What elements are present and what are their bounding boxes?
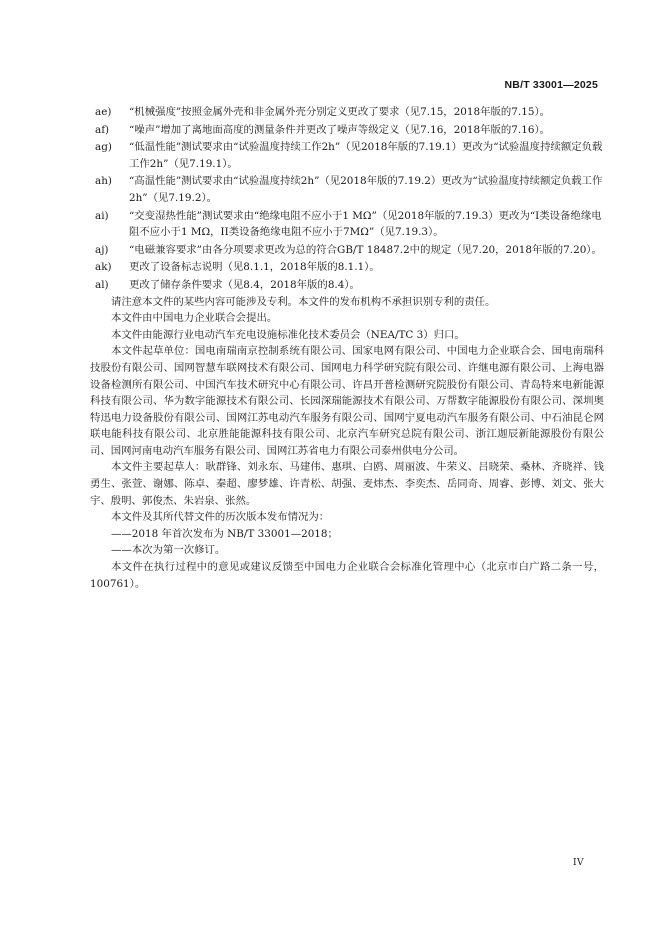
feedback-statement: 本文件在执行过程中的意见或建议反馈至中国电力企业联合会标准化管理中心（北京市白广路二条一号，100761）。 bbox=[90, 561, 604, 590]
item-label: ag) bbox=[95, 141, 112, 154]
standard-code: NB/T 33001—2025 bbox=[504, 79, 598, 91]
item-label: aj) bbox=[95, 243, 109, 256]
item-text: “机械强度”按照金属外壳和非金属外壳分别定义更改了要求（见7.15，2018年版的7.15）。 bbox=[129, 106, 551, 118]
item-label: af) bbox=[95, 123, 110, 136]
item-text: “交变湿热性能”测试要求由“绝缘电阻不应小于1 MΩ”（见2018年版的7.19.3）更改为“I类设备绝缘电阻不应小于1 MΩ，II类设备绝缘电阻不应小于7MΩ”（见7.19.3）。 bbox=[129, 209, 602, 239]
change-item-ae bbox=[90, 104, 604, 121]
item-label: ai) bbox=[95, 209, 109, 222]
item-text: “低温性能”测试要求由“试验温度持续工作2h”（见2018年版的7.19.1）更改为“试验温度持续额定负载工作2h”（见7.19.1）。 bbox=[129, 141, 603, 170]
item-label: ae) bbox=[95, 106, 112, 118]
change-item-ah bbox=[90, 173, 604, 206]
item-text: “电磁兼容要求”由各分项要求更改为总的符合GB/T 18487.2中的规定（见7.20，2018年版的7.20）。 bbox=[129, 243, 602, 256]
document-body bbox=[90, 104, 604, 592]
change-item-al bbox=[90, 277, 604, 294]
item-text: 更改了设备标志说明（见8.1.1，2018年版的8.1.1）。 bbox=[129, 261, 380, 274]
version-history-intro: 本文件及其所代替文件的历次版本发布情况为： bbox=[111, 511, 330, 524]
change-item-ag bbox=[90, 139, 604, 172]
item-text: 更改了储存条件要求（见8.4，2018年版的8.4）。 bbox=[129, 278, 360, 291]
patent-notice: 请注意本文件的某些内容可能涉及专利。本文件的发布机构不承担识别专利的责任。 bbox=[111, 295, 496, 308]
main-drafters: 本文件主要起草人：耿群锋、刘永东、马建伟、惠琪、白鸥、周丽波、牛荣义、吕晓荣、桑林、齐晓祥、钱勇生、张萱、谢娜、陈卓、秦超、廖梦雄、许青松、胡强、麦炜杰、李奕杰、岳同奇、周睿、彭博、刘文、张大宇、殷明、郭俊杰、朱岩泉、张然。 bbox=[90, 461, 604, 507]
item-label: al) bbox=[95, 278, 109, 291]
drafting-units: 本文件起草单位：国电南瑞南京控制系统有限公司、国家电网有限公司、中国电力企业联合会、国电南瑞科技股份有限公司、国网智慧车联网技术有限公司、国网电力科学研究院有限公司、许继电源有限公司、上海电器设备检测所有限公司、中国汽车技术研究中心有限公司、许昌开普检测研究院股份有限公司、青岛特来电新能源科技有限公司、华为数字能源技术有限公司、长园深瑞能源技术有限公司、万帮数字能源股份有限公司、深圳奥特迅电力设备股份有限公司、国网江苏电动汽车服务有限公司、国网宁夏电动汽车服务有限公司、中石油昆仑网联电能科技有限公司、北京胜能能源科技有限公司、北京汽车研究总院有限公司、浙江迦辰新能源股份有限公司、国网河南电动汽车服务有限公司、国网江苏省电力有限公司泰州供电分公司。 bbox=[90, 345, 604, 457]
change-item-af bbox=[90, 122, 604, 139]
item-label: ak) bbox=[95, 261, 112, 274]
change-item-ak bbox=[90, 259, 604, 276]
page-number: IV bbox=[572, 858, 584, 868]
item-label: ah) bbox=[95, 175, 112, 188]
item-text: “高温性能”测试要求由“试验温度持续2h”（见2018年版的7.19.2）更改为“试验温度持续额定负载工作2h”（见7.19.2）。 bbox=[129, 175, 603, 204]
proposer-statement: 本文件由中国电力企业联合会提出。 bbox=[111, 312, 278, 325]
item-text: “噪声”增加了离地面高度的测量条件并更改了噪声等级定义（见7.16，2018年版的7.16）。 bbox=[129, 123, 551, 136]
committee-statement: 本文件由能源行业电动汽车充电设施标准化技术委员会（NEA/TC 3）归口。 bbox=[111, 328, 465, 341]
change-item-aj bbox=[90, 242, 604, 259]
version-history-current: ——本次为第一次修订。 bbox=[111, 544, 226, 557]
change-item-ai bbox=[90, 208, 604, 241]
version-history-first: ——2018 年首次发布为 NB/T 33001—2018； bbox=[111, 527, 338, 540]
